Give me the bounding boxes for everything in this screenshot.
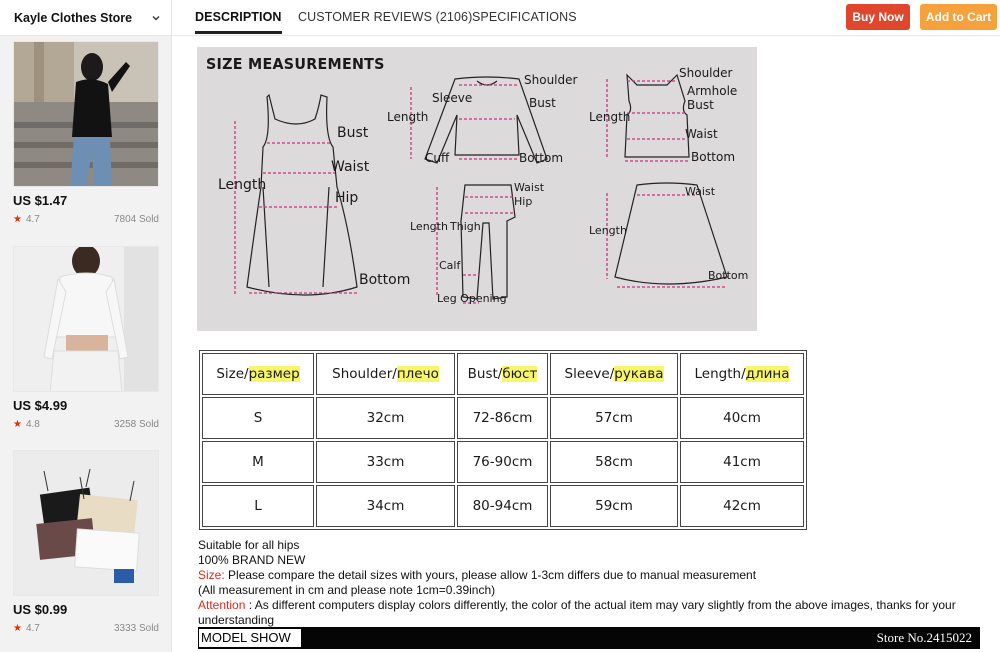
header-length: Length/длина — [680, 353, 804, 395]
model-show-banner — [198, 627, 980, 649]
table-cell: 58cm — [550, 441, 678, 483]
header-size: Size/размер — [202, 353, 314, 395]
product-image[interactable] — [13, 41, 159, 187]
product-image[interactable] — [13, 450, 159, 596]
table-cell: M — [202, 441, 314, 483]
dress-waist-label: Waist — [331, 159, 370, 175]
top-length-label: Length — [387, 110, 429, 124]
tab-bar — [172, 0, 1000, 36]
header-shoulder: Shoulder/плечо — [316, 353, 455, 395]
table-header-row — [202, 353, 804, 395]
product-rating: 4.7 — [25, 623, 40, 634]
table-cell: L — [202, 485, 314, 527]
product-rating: 4.7 — [25, 214, 40, 225]
tab-customer-reviews[interactable]: CUSTOMER REVIEWS (2106) — [298, 10, 473, 24]
product-rating: 4.8 — [25, 419, 40, 430]
note-attention-label: Attention — [198, 598, 246, 612]
product-sold-count: 3258 Sold — [113, 419, 159, 430]
description-content — [172, 36, 1000, 652]
note-size: Size: Please compare the detail sizes with yours, please allow 1-3cm differs due to manual measurement — [198, 568, 757, 582]
table-row — [202, 397, 804, 439]
tank-bottom-label: Bottom — [691, 150, 736, 164]
star-icon: ★ — [13, 623, 22, 634]
pants-length-label: Length — [410, 220, 448, 233]
size-measurements-image — [197, 47, 757, 331]
table-cell: 57cm — [550, 397, 678, 439]
model-show-label: MODEL SHOW — [199, 629, 301, 647]
tank-bust-label: Bust — [687, 98, 714, 112]
note-line: (All measurement in cm and please note 1cm=0.39inch) — [198, 583, 496, 597]
product-price: US $0.99 — [13, 602, 68, 617]
dress-bust-label: Bust — [337, 125, 369, 141]
add-to-cart-button[interactable]: Add to Cart — [920, 4, 997, 30]
top-shoulder-label: Shoulder — [524, 73, 578, 87]
table-cell: 42cm — [680, 485, 804, 527]
note-size-label: Size: — [198, 568, 225, 582]
tank-waist-label: Waist — [685, 127, 718, 141]
dress-length-label: Length — [218, 177, 267, 193]
table-cell: 33cm — [316, 441, 455, 483]
header-bust: Bust/бюст — [457, 353, 548, 395]
product-card[interactable] — [13, 41, 159, 225]
top-bottom-label: Bottom — [519, 151, 564, 165]
header-sleeve: Sleeve/рукава — [550, 353, 678, 395]
store-name: Kayle Clothes Store — [14, 10, 133, 25]
tab-description[interactable]: DESCRIPTION — [195, 0, 282, 36]
table-cell: 41cm — [680, 441, 804, 483]
store-number: Store No.2415022 — [876, 630, 972, 645]
top-cuff-label: Cuff — [425, 151, 450, 165]
table-cell: 59cm — [550, 485, 678, 527]
top-bust-label: Bust — [529, 96, 556, 110]
table-cell: 80-94cm — [457, 485, 548, 527]
size-measurements-title: SIZE MEASUREMENTS — [206, 55, 385, 73]
size-chart-table — [199, 350, 807, 530]
store-sidebar — [0, 0, 172, 652]
table-row — [202, 441, 804, 483]
tank-armhole-label: Armhole — [687, 84, 738, 98]
table-cell: 34cm — [316, 485, 455, 527]
store-selector[interactable] — [0, 0, 171, 36]
tank-length-label: Length — [589, 110, 631, 124]
pants-leg-opening-label: Leg Opening — [437, 292, 507, 305]
table-cell: 32cm — [316, 397, 455, 439]
star-icon: ★ — [13, 214, 22, 225]
product-price: US $1.47 — [13, 193, 68, 208]
product-card[interactable] — [13, 246, 159, 430]
tab-specifications[interactable]: SPECIFICATIONS — [472, 10, 577, 24]
table-cell: 72-86cm — [457, 397, 548, 439]
product-card[interactable] — [13, 450, 159, 634]
note-line: Suitable for all hips — [198, 538, 300, 552]
note-attention: Attention : As different computers display colors differently, the color of the actual item may vary slightly from the above images, thanks for your understanding — [198, 598, 956, 627]
skirt-waist-label: Waist — [685, 185, 716, 198]
product-price: US $4.99 — [13, 398, 68, 413]
dress-bottom-label: Bottom — [359, 272, 411, 288]
product-image[interactable] — [13, 246, 159, 392]
dress-hip-label: Hip — [335, 190, 359, 206]
table-cell: 76-90cm — [457, 441, 548, 483]
product-sold-count: 7804 Sold — [113, 214, 159, 225]
product-notes — [198, 538, 998, 628]
top-sleeve-label: Sleeve — [432, 91, 473, 105]
tank-shoulder-label: Shoulder — [679, 66, 733, 80]
skirt-bottom-label: Bottom — [708, 269, 749, 282]
table-cell: 40cm — [680, 397, 804, 439]
star-icon: ★ — [13, 419, 22, 430]
pants-calf-label: Calf — [439, 259, 461, 272]
pants-thigh-label: Thigh — [450, 220, 481, 233]
garment-diagrams — [197, 47, 757, 331]
skirt-length-label: Length — [589, 224, 627, 237]
buy-now-button[interactable]: Buy Now — [846, 4, 910, 30]
note-line: 100% BRAND NEW — [198, 553, 306, 567]
pants-waist-label: Waist — [514, 181, 545, 194]
pants-hip-label: Hip — [514, 195, 533, 208]
table-row — [202, 485, 804, 527]
product-sold-count: 3333 Sold — [113, 623, 159, 634]
table-cell: S — [202, 397, 314, 439]
chevron-down-icon[interactable] — [149, 11, 163, 25]
